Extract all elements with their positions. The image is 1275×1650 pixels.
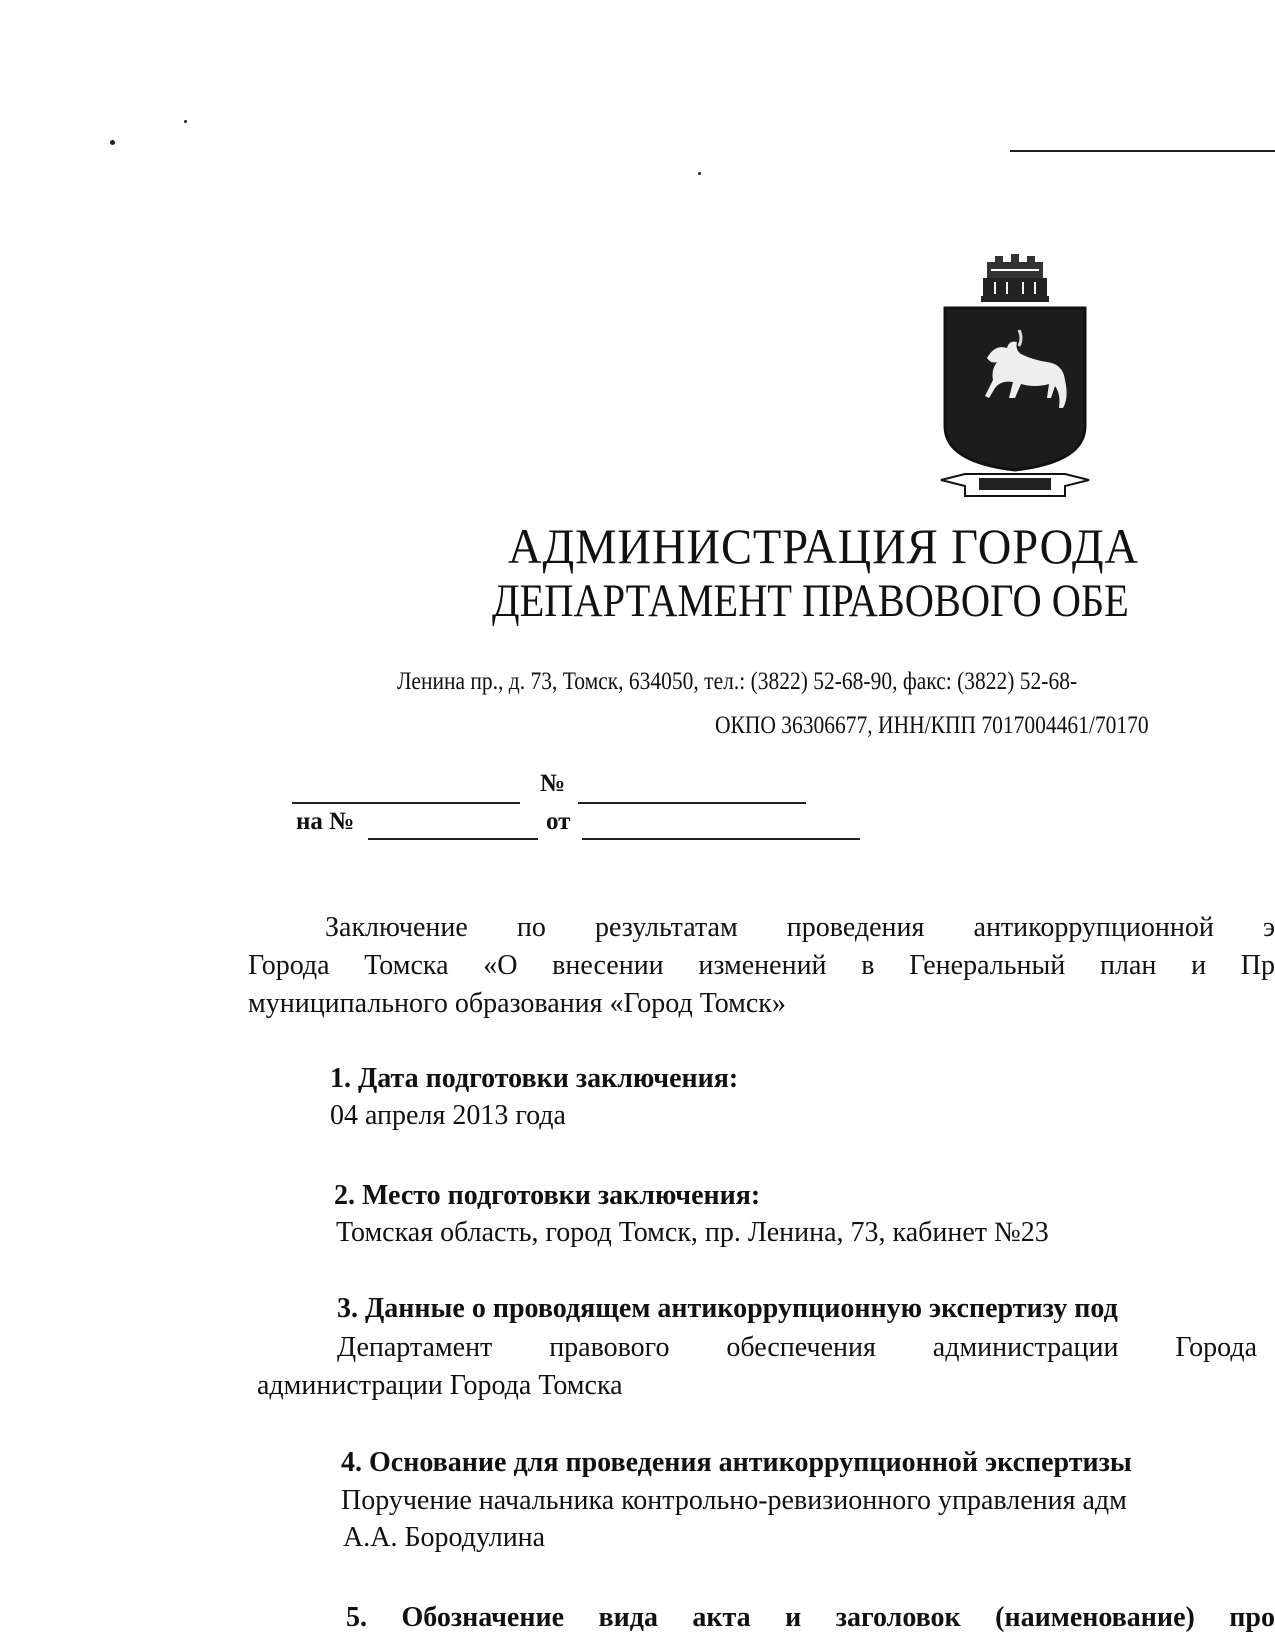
section-4-heading: 4. Основание для проведения антикоррупционной экспертизы <box>341 1447 1132 1478</box>
motto-ribbon-icon <box>941 474 1089 496</box>
section-3-text-1: Департамент правового обеспечения администрации Города <box>337 1332 1257 1363</box>
section-1-text: 04 апреля 2013 года <box>330 1100 566 1131</box>
section-3-text-2: администрации Города Томска <box>257 1370 623 1401</box>
intro-line-2: Города Томска «О внесении изменений в Генеральный план и Пр <box>248 950 1275 981</box>
scan-speck <box>184 120 187 123</box>
scan-speck <box>698 172 701 175</box>
from-blank <box>582 838 860 840</box>
address-line: Ленина пр., д. 73, Томск, 634050, тел.: (3822) 52-68-90, факс: (3822) 52-68- <box>397 668 1078 695</box>
department-title: ДЕПАРТАМЕНТ ПРАВОВОГО ОБЕ <box>492 575 1129 627</box>
crown-icon <box>981 254 1049 302</box>
shield-icon <box>945 308 1085 470</box>
on-number-label: на № <box>296 808 355 835</box>
okpo-inn-line: ОКПО 36306677, ИНН/КПП 7017004461/70170 <box>715 712 1149 739</box>
section-2-heading: 2. Место подготовки заключения: <box>334 1180 761 1211</box>
organization-title: АДМИНИСТРАЦИЯ ГОРОДА <box>508 518 1140 574</box>
tomsk-coat-of-arms-emblem <box>935 248 1095 508</box>
intro-line-3: муниципального образования «Город Томск» <box>248 988 786 1019</box>
top-rule <box>1010 150 1275 152</box>
intro-line-1: Заключение по результатам проведения антикоррупционной э <box>325 912 1275 943</box>
from-label: от <box>546 808 571 835</box>
section-1-heading: 1. Дата подготовки заключения: <box>330 1063 739 1094</box>
scan-speck <box>110 140 115 145</box>
section-5-heading: 5. Обозначение вида акта и заголовок (наименование) про <box>346 1602 1275 1633</box>
section-2-text: Томская область, город Томск, пр. Ленина, 73, кабинет №23 <box>336 1217 1049 1248</box>
section-3-heading: 3. Данные о проводящем антикоррупционную экспертизу под <box>337 1293 1118 1324</box>
section-4-text-1: Поручение начальника контрольно-ревизионного управления адм <box>341 1485 1127 1516</box>
number-sign-label: № <box>540 770 566 797</box>
number-blank <box>578 802 806 804</box>
date-blank <box>292 802 520 804</box>
on-number-blank <box>368 838 538 840</box>
section-4-text-2: А.А. Бородулина <box>343 1522 546 1553</box>
